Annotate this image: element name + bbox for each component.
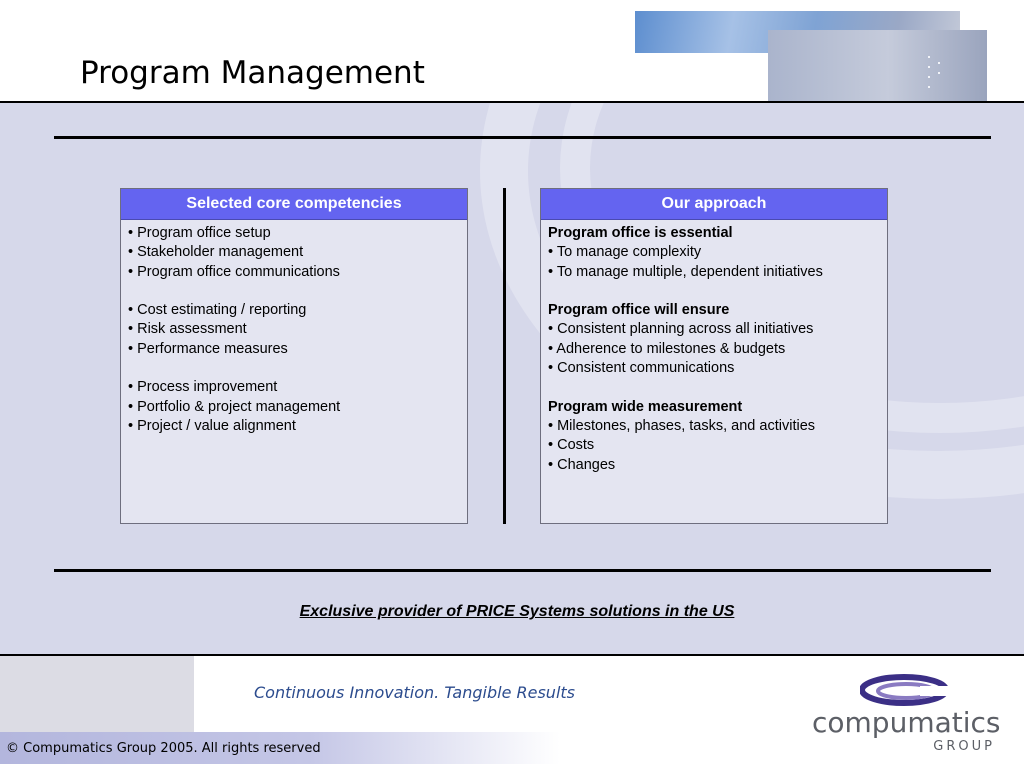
competency-item: • Process improvement xyxy=(128,379,278,396)
slide-header xyxy=(0,0,1024,101)
approach-heading: Our approach xyxy=(541,189,887,220)
approach-item: • Consistent communications xyxy=(548,360,735,377)
approach-section-title: Program wide measurement xyxy=(548,398,743,415)
compumatics-logo xyxy=(812,674,1002,760)
tagline: Exclusive provider of PRICE Systems solutions in the US xyxy=(299,603,735,620)
motto-text: Continuous Innovation. Tangible Results xyxy=(254,683,575,702)
copyright-text: © Compumatics Group 2005. All rights reserved xyxy=(6,741,321,756)
competency-item: • Portfolio & project management xyxy=(128,398,341,415)
logo-subtitle: GROUP xyxy=(933,739,995,754)
competencies-box xyxy=(120,188,468,524)
competency-item: • Program office setup xyxy=(128,225,271,241)
footer-grey-block xyxy=(0,656,194,732)
logo-swoosh-icon xyxy=(860,674,950,708)
header-server-image xyxy=(768,30,987,101)
competency-item: • Program office communications xyxy=(128,263,340,280)
column-divider xyxy=(503,188,506,524)
approach-item: • To manage multiple, dependent initiatives xyxy=(548,263,823,280)
page-title: Program Management xyxy=(80,55,425,91)
competency-item: • Project / value alignment xyxy=(128,417,296,434)
approach-item: • Adherence to milestones & budgets xyxy=(548,340,786,357)
approach-list xyxy=(541,220,887,475)
approach-item: • Costs xyxy=(548,437,595,454)
approach-item: • Consistent planning across all initiatives xyxy=(548,321,814,338)
approach-item: • To manage complexity xyxy=(548,244,702,261)
top-rule xyxy=(54,136,991,139)
approach-item: • Changes xyxy=(548,456,616,473)
approach-section-title: Program office will ensure xyxy=(548,302,730,319)
competency-item: • Performance measures xyxy=(128,340,288,357)
competencies-list xyxy=(121,220,467,436)
approach-box xyxy=(540,188,888,524)
approach-section-title: Program office is essential xyxy=(548,225,733,241)
slide-footer xyxy=(0,656,1024,764)
competency-item: • Cost estimating / reporting xyxy=(128,302,307,319)
bottom-rule xyxy=(54,569,991,572)
competencies-heading: Selected core competencies xyxy=(121,189,467,220)
competency-item: • Stakeholder management xyxy=(128,244,304,261)
approach-item: • Milestones, phases, tasks, and activities xyxy=(548,417,816,434)
logo-wordmark: compumatics xyxy=(812,706,1001,739)
competency-item: • Risk assessment xyxy=(128,321,247,338)
content-panel xyxy=(0,101,1024,656)
